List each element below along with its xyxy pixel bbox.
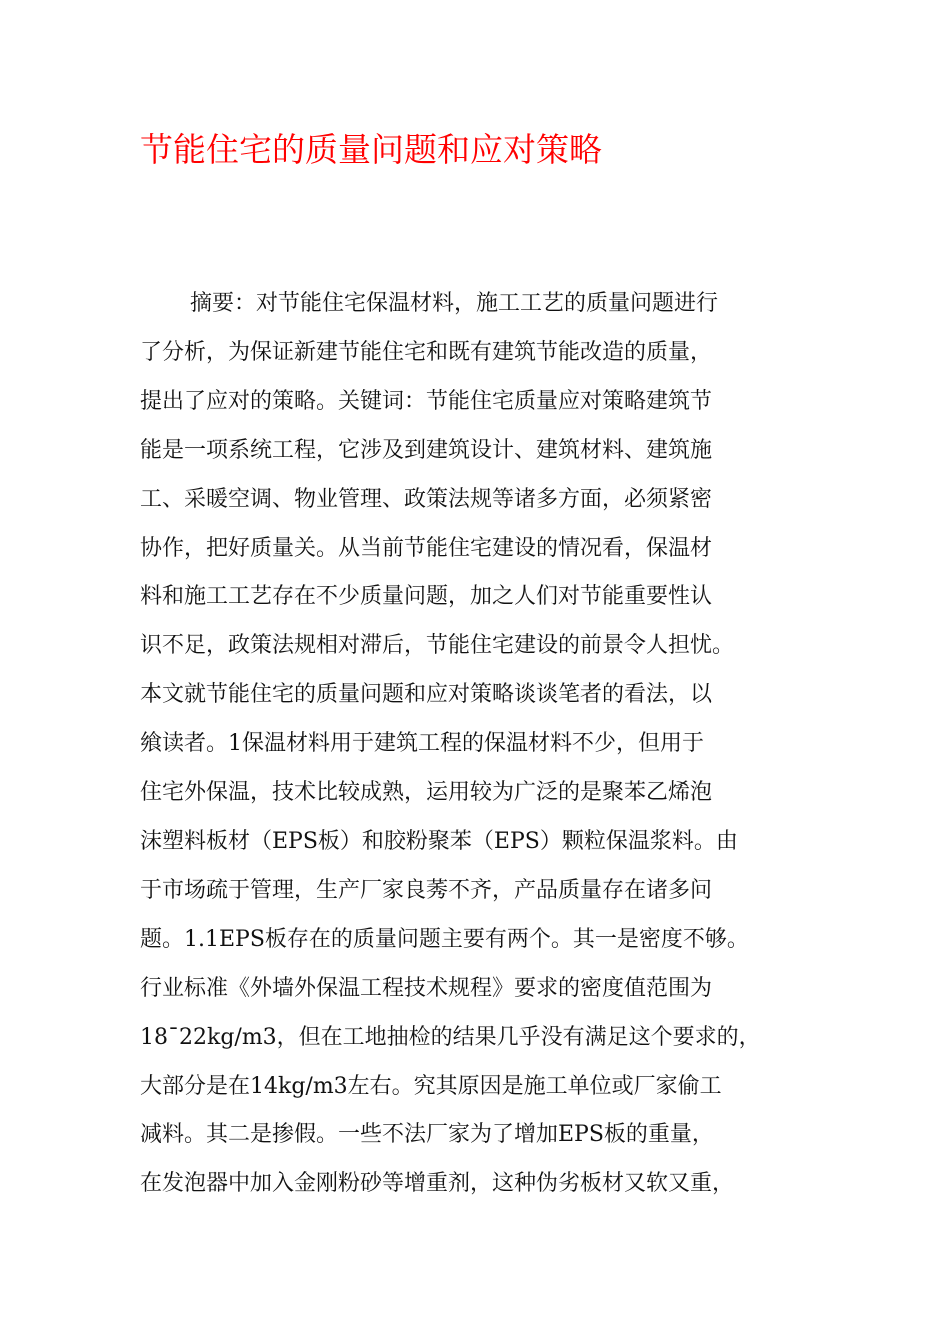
text-line: 18¯22kg/m3，但在工地抽检的结果几乎没有满足这个要求的， bbox=[140, 1024, 761, 1050]
text-line: 行业标准《外墙外保温工程技术规程》要求的密度值范围为 bbox=[140, 975, 713, 1001]
text-line: 题。1.1EPS板存在的质量问题主要有两个。其一是密度不够。 bbox=[140, 926, 749, 952]
text-line: 能是一项系统工程，它涉及到建筑设计、建筑材料、建筑施 bbox=[140, 437, 713, 463]
text-line: 工、采暖空调、物业管理、政策法规等诸多方面，必须紧密 bbox=[140, 486, 713, 512]
text-line: 识不足，政策法规相对滞后，节能住宅建设的前景令人担忧。 bbox=[140, 633, 735, 659]
text-line: 住宅外保温，技术比较成熟，运用较为广泛的是聚苯乙烯泡 bbox=[140, 780, 713, 806]
text-line: 飨读者。1保温材料用于建筑工程的保温材料不少，但用于 bbox=[140, 731, 704, 757]
text-line: 在发泡器中加入金刚粉砂等增重剂，这种伪劣板材又软又重， bbox=[140, 1171, 735, 1197]
text-line: 大部分是在14kg/m3左右。究其原因是施工单位或厂家偷工 bbox=[140, 1073, 722, 1099]
text-line: 了分析，为保证新建节能住宅和既有建筑节能改造的质量， bbox=[140, 339, 713, 365]
body-paragraph bbox=[140, 280, 815, 1209]
text-line: 于市场疏于管理，生产厂家良莠不齐，产品质量存在诸多问 bbox=[140, 877, 713, 903]
text-line: 摘要：对节能住宅保温材料，施工工艺的质量问题进行 bbox=[190, 291, 719, 316]
page-title: 节能住宅的质量问题和应对策略 bbox=[140, 130, 602, 169]
text-line: 协作，把好质量关。从当前节能住宅建设的情况看，保温材 bbox=[140, 535, 713, 561]
text-line: 沫塑料板材（EPS板）和胶粉聚苯（EPS）颗粒保温浆料。由 bbox=[140, 828, 738, 854]
text-line: 减料。其二是掺假。一些不法厂家为了增加EPS板的重量， bbox=[140, 1122, 714, 1148]
text-line: 料和施工工艺存在不少质量问题，加之人们对节能重要性认 bbox=[140, 584, 713, 610]
text-line: 本文就节能住宅的质量问题和应对策略谈谈笔者的看法，以 bbox=[140, 682, 713, 708]
text-line: 提出了应对的策略。关键词：节能住宅质量应对策略建筑节 bbox=[140, 388, 713, 414]
